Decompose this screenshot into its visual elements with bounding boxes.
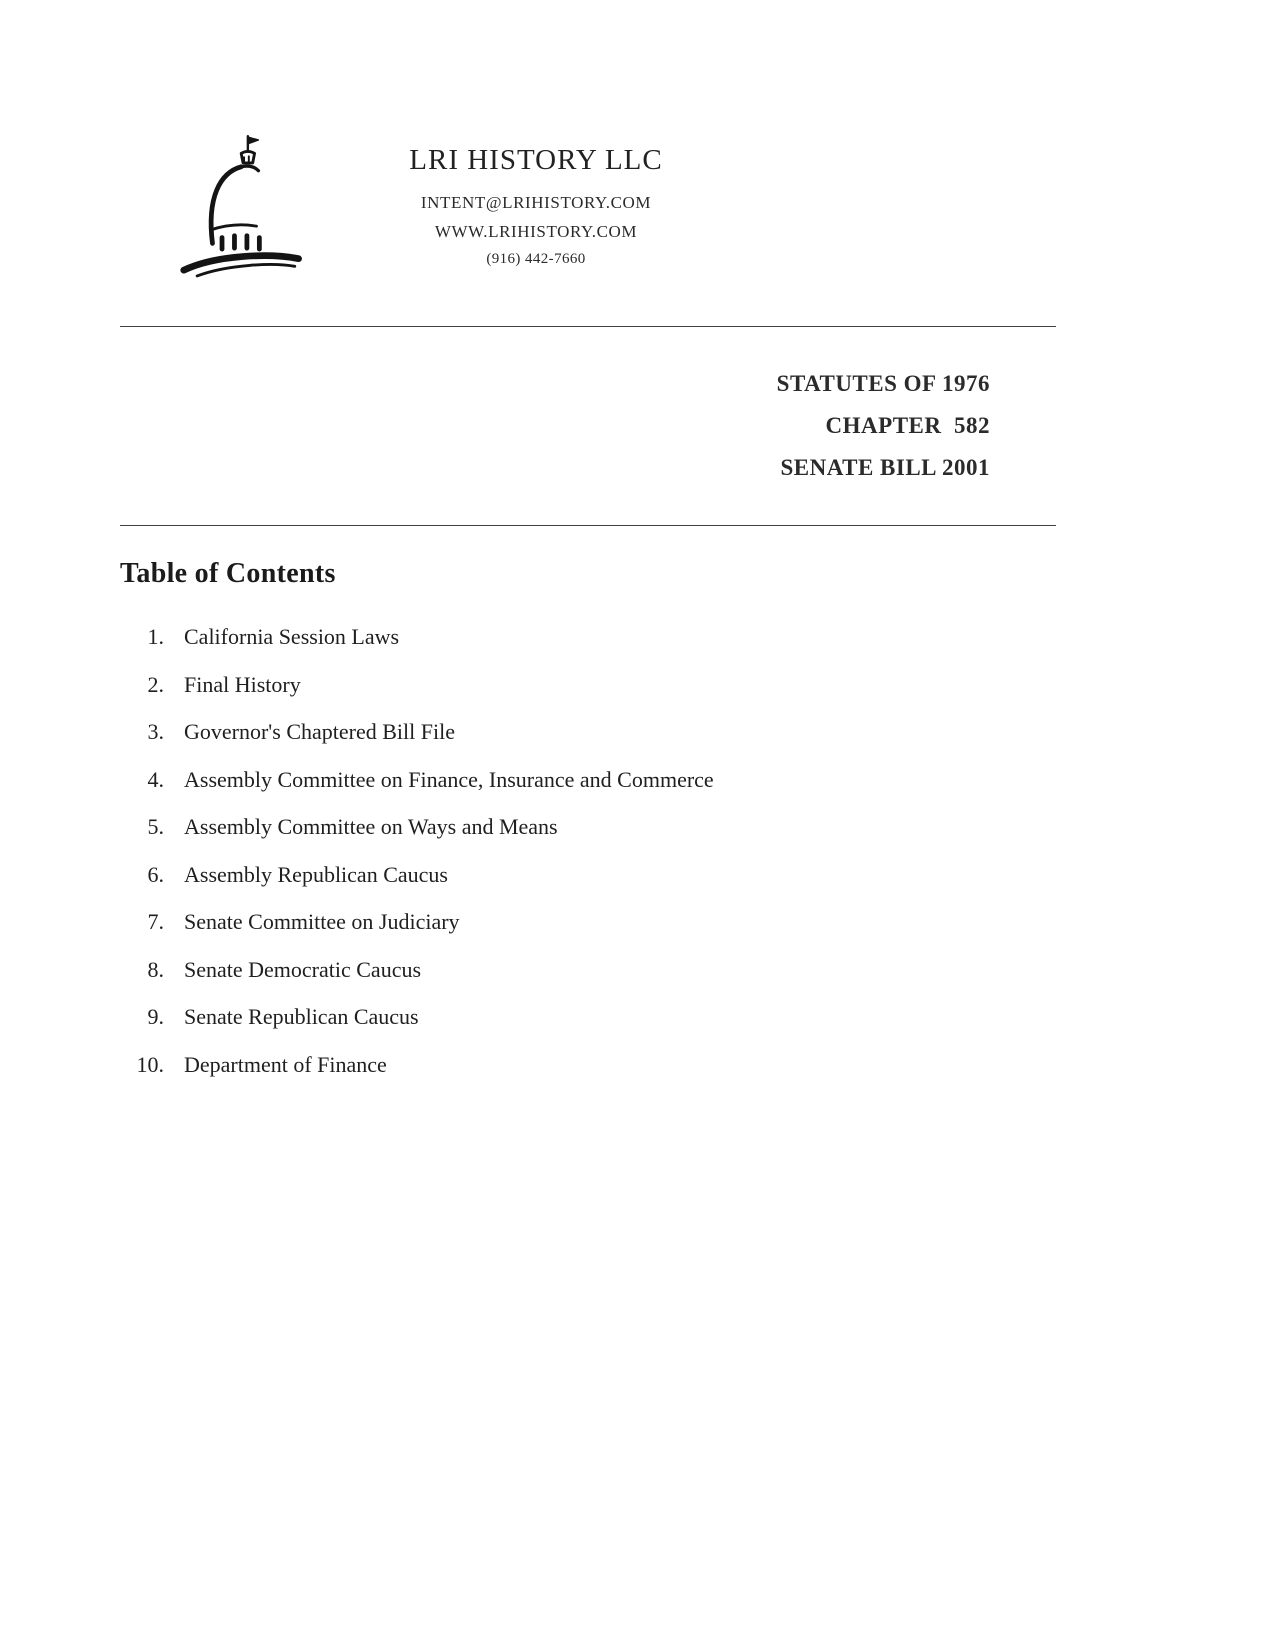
org-name: LRI HISTORY LLC (409, 144, 663, 176)
toc-item (120, 862, 1056, 910)
toc-item-label: Senate Republican Caucus (184, 1004, 419, 1029)
toc-item-number: 2. (147, 671, 164, 697)
toc-heading: Table of Contents (120, 558, 336, 589)
toc-item-label: Assembly Republican Caucus (184, 861, 448, 887)
toc-item-number: 7. (147, 909, 164, 934)
toc-item (120, 719, 1056, 767)
org-website: WWW.LRIHISTORY.COM (434, 222, 638, 241)
toc-item-label: Governor's Chaptered Bill File (184, 719, 455, 744)
capitol-building-icon (178, 128, 312, 286)
toc-item (120, 957, 1056, 1005)
toc-item (120, 814, 1056, 862)
statute-title-block (120, 363, 1056, 489)
org-contact-block (356, 128, 716, 268)
org-phone: (916) 442-7660 (486, 251, 586, 267)
toc-item-number: 6. (147, 861, 164, 887)
toc-item-number: 10. (136, 1051, 164, 1077)
toc-item-label: Assembly Committee on Finance, Insurance and Commerce (184, 766, 714, 792)
chapter-line: CHAPTER 582 (825, 413, 990, 438)
divider-bottom (120, 525, 1056, 526)
toc-item (120, 1004, 1056, 1052)
toc-item (120, 1052, 1056, 1100)
letterhead (0, 0, 1276, 286)
toc-item (120, 672, 1056, 720)
toc-list (120, 624, 1056, 1099)
toc-item (120, 909, 1056, 957)
toc-item-label: Senate Democratic Caucus (184, 956, 422, 982)
toc-item-number: 3. (147, 719, 164, 744)
toc-item-label: Assembly Committee on Ways and Means (184, 814, 558, 839)
toc-item-label: Department of Finance (184, 1051, 387, 1077)
toc-item-number: 4. (147, 766, 164, 792)
statutes-line: STATUTES OF 1976 (776, 371, 990, 396)
toc-item-number: 1. (147, 624, 164, 649)
divider-top (120, 326, 1056, 327)
toc-item-number: 5. (147, 814, 164, 839)
toc-item (120, 767, 1056, 815)
toc-item-label: Senate Committee on Judiciary (184, 909, 460, 934)
toc-item-label: Final History (184, 671, 301, 697)
toc-item-number: 9. (147, 1004, 164, 1029)
senate-bill-line: SENATE BILL 2001 (780, 455, 990, 480)
toc-item (120, 624, 1056, 672)
toc-item-label: California Session Laws (184, 624, 400, 649)
toc-item-number: 8. (147, 956, 164, 982)
org-email: INTENT@LRIHISTORY.COM (420, 193, 652, 212)
